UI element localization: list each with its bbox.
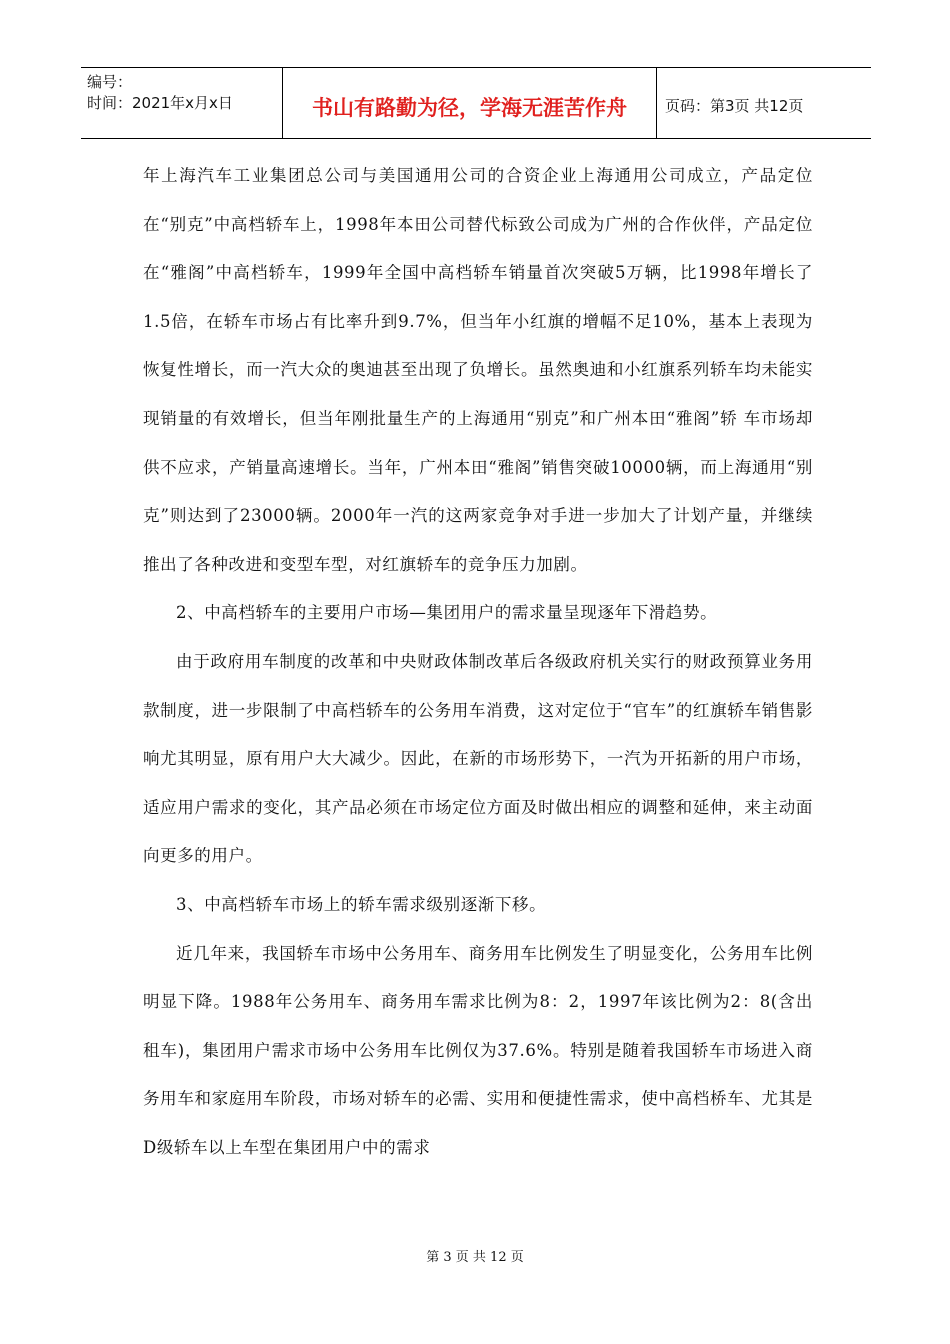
body-paragraph: 由于政府用车制度的改革和中央财政体制改革后各级政府机关实行的财政预算业务用款制度，进一步限制了中高档轿车的公务用车消费，这对定位于“官车”的红旗轿车销售影响尤其明显，原有用户大大减少。因此，在新的市场形势下，一汽为开拓新的用户市场，适应用户需求的变化，其产品必须在市场定位方面及时做出相应的调整和延伸，来主动面向更多的用户。 [143,651,813,866]
body-paragraph: 年上海汽车工业集团总公司与美国通用公司的合资企业上海通用公司成立，产品定位在“别克”中高档轿车上，1998年本田公司替代标致公司成为广州的合作伙伴，产品定位在“雅阁”中高档轿车，1999年全国中高档轿车销量首次突破5万辆，比1998年增长了1.5倍，在轿车市场占有比率升到9.7%，但当年小红旗的增幅不足10%，基本上表现为恢复性增长，而一汽大众的奥迪甚至出现了负增长。虽然奥迪和小红旗系列轿车均未能实现销量的有效增长，但当年刚批量生产的上海通用“别克”和广州本田“雅阁”轿 车市场却供不应求，产销量高速增长。当年，广州本田“雅阁”销售突破10000辆，而上海通用“别克”则达到了23000辆。2000年一汽的这两家竞争对手进一步加大了计划产量，并继续推出了各种改进和变型车型，对红旗轿车的竞争压力加剧。 [143,166,813,574]
header-info-cell [81,68,283,138]
page-footer: 第 3 页 共 12 页 [426,1250,524,1265]
section-heading: 3、中高档轿车市场上的轿车需求级别逐渐下移。 [176,894,547,914]
document-number-label: 编号： [87,73,133,91]
body-paragraph: 近几年来，我国轿车市场中公务用车、商务用车比例发生了明显变化，公务用车比例明显下降。1988年公务用车、商务用车需求比例为8：2，1997年该比例为2：8(含出租车)，集团用户需求市场中公务用车比例仅为37.6%。特别是随着我国轿车市场进入商务用车和家庭用车阶段，市场对轿车的必需、实用和便捷性需求，使中高档桥车、尤其是D级轿车以上车型在集团用户中的需求 [143,943,813,1157]
page-header [81,67,871,139]
document-body [143,152,813,1172]
document-time-label: 时间：2021年x月x日 [87,94,233,112]
section-heading: 2、中高档轿车的主要用户市场—集团用户的需求量呈现逐年下滑趋势。 [176,603,718,623]
header-motto: 书山有路勤为径，学海无涯苦作舟 [283,68,657,138]
header-page-code: 页码：第3页 共12页 [665,96,804,115]
